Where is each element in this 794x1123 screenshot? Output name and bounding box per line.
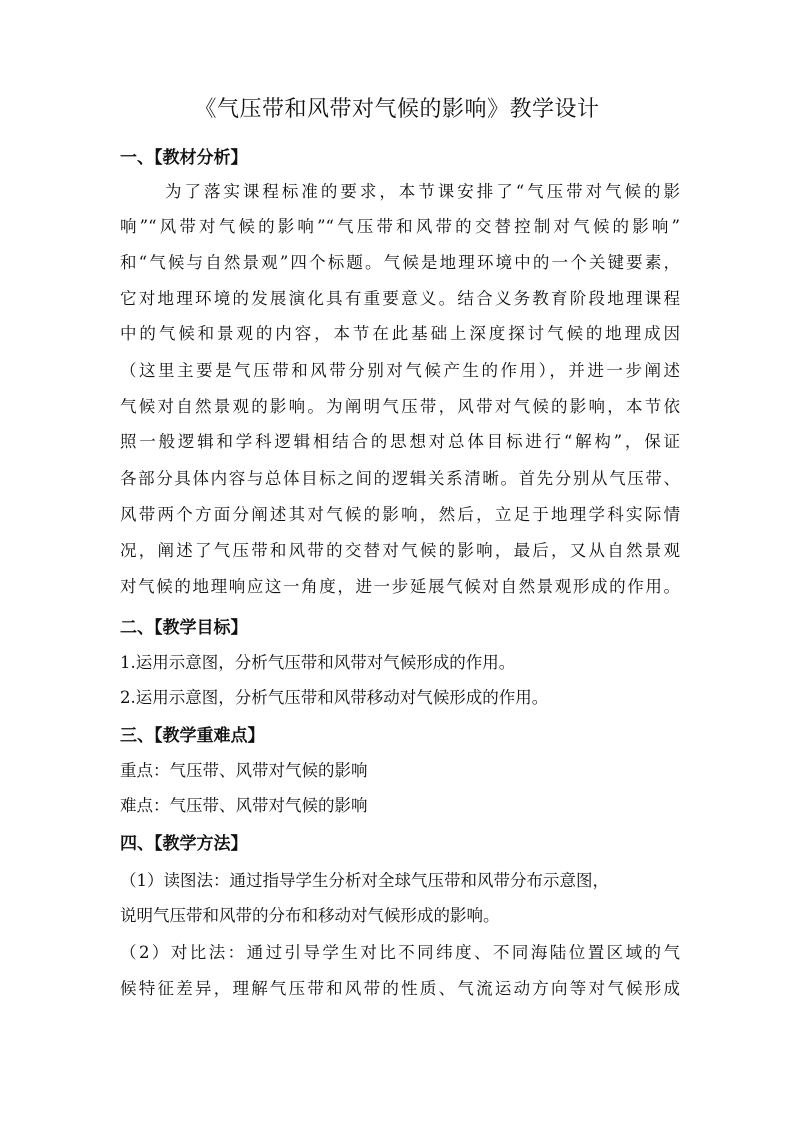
paragraph-line: 为了落实课程标准的要求，本节课安排了“气压带对气候的影 <box>165 182 680 201</box>
section-heading-teaching-objectives: 二、【教学目标】 <box>120 618 248 638</box>
section-heading-teaching-methods: 四、【教学方法】 <box>120 834 248 854</box>
method-line: （2）对比法：通过引导学生对比不同纬度、不同海陆位置区域的气 <box>120 943 680 962</box>
paragraph-line: 风带两个方面分阐述其对气候的影响，然后，立足于地理学科实际情 <box>120 505 680 524</box>
paragraph-line: （这里主要是气压带和风带分别对气候产生的作用），并进一步阐述 <box>120 361 680 380</box>
paragraph-line: 中的气候和景观的内容，本节在此基础上深度探讨气候的地理成因 <box>120 324 680 343</box>
method-line: 候特征差异，理解气压带和风带的性质、气流运动方向等对气候形成 <box>120 979 680 998</box>
paragraph-line: 对气候的地理响应这一角度，进一步延展气候对自然景观形成的作用。 <box>120 577 680 596</box>
paragraph-line: 响”“风带对气候的影响”“气压带和风带的交替控制对气候的影响” <box>120 217 680 236</box>
method-line: 说明气压带和风带的分布和移动对气候形成的影响。 <box>120 906 500 925</box>
paragraph-line: 它对地理环境的发展演化具有重要意义。结合义务教育阶段地理课程 <box>120 289 680 308</box>
difficult-point-line: 难点：气压带、风带对气候的影响 <box>120 796 368 815</box>
paragraph-line: 照一般逻辑和学科逻辑相结合的思想对总体目标进行“解构”，保证 <box>120 432 680 451</box>
document-title: 《气压带和风带对气候的影响》教学设计 <box>194 97 600 122</box>
paragraph-line: 况，阐述了气压带和风带的交替对气候的影响，最后，又从自然景观 <box>120 541 680 560</box>
key-point-line: 重点：气压带、风带对气候的影响 <box>120 761 368 780</box>
paragraph-line: 各部分具体内容与总体目标之间的逻辑关系清晰。首先分别从气压带、 <box>120 469 680 488</box>
method-line: （1）读图法：通过指导学生分析对全球气压带和风带分布示意图， <box>120 871 609 890</box>
paragraph-line: 和“气候与自然景观”四个标题。气候是地理环境中的一个关键要素， <box>120 253 680 272</box>
objective-item: 1.运用示意图，分析气压带和风带对气候形成的作用。 <box>120 653 516 672</box>
objective-item: 2.运用示意图，分析气压带和风带移动对气候形成的作用。 <box>120 688 549 707</box>
paragraph-line: 气候对自然景观的影响。为阐明气压带，风带对气候的影响，本节依 <box>120 397 680 416</box>
section-heading-textbook-analysis: 一、【教材分析】 <box>120 148 248 168</box>
section-heading-key-difficult-points: 三、【教学重难点】 <box>120 726 265 746</box>
